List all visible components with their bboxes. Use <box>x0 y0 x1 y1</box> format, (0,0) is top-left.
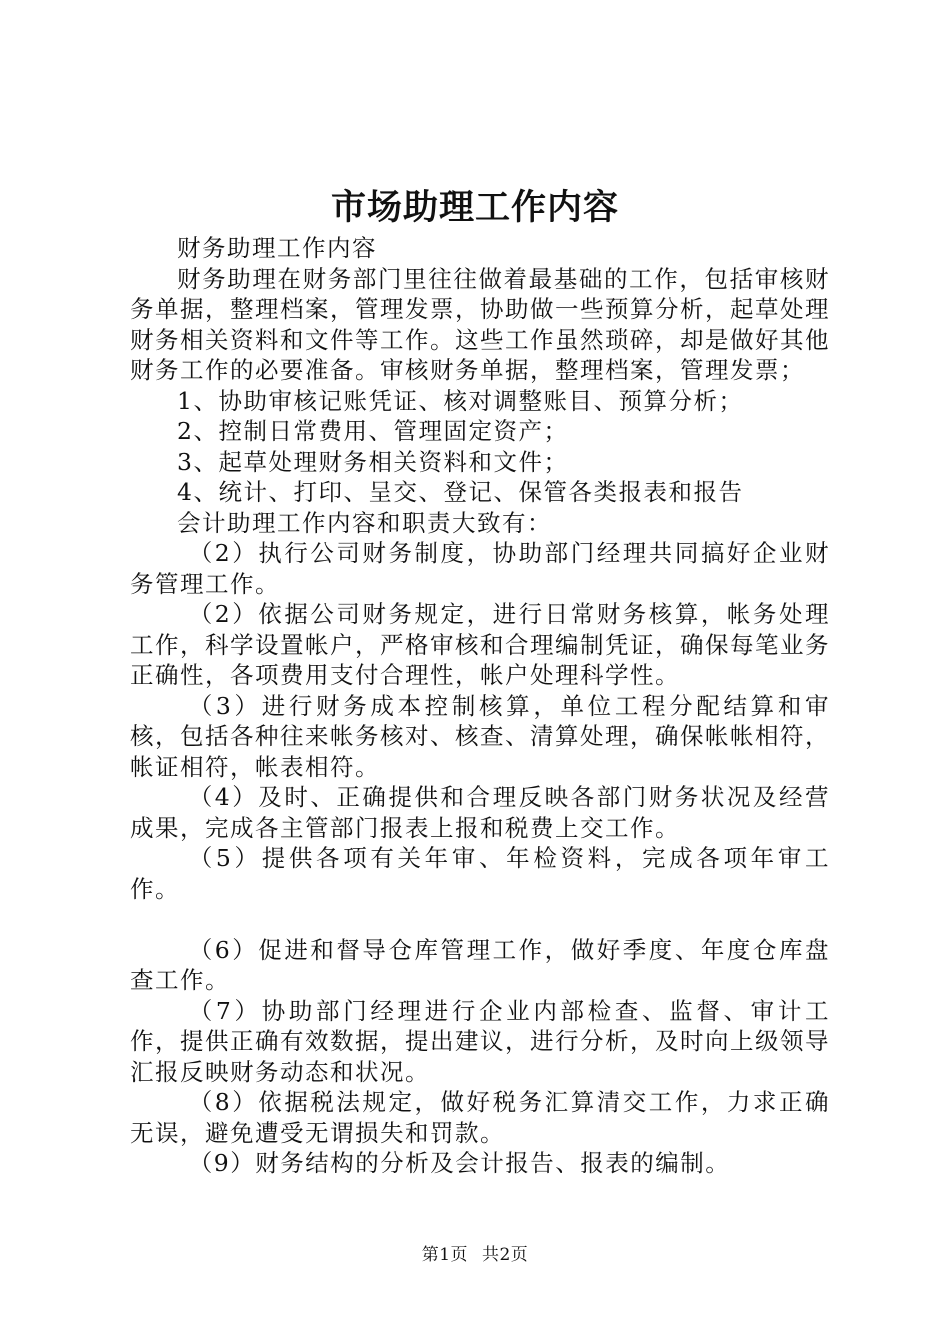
duty-item: （2）依据公司财务规定，进行日常财务核算，帐务处理工作，科学设置帐户，严格审核和合理编制凭证，确保每笔业务正确性，各项费用支付合理性，帐户处理科学性。 <box>130 600 830 689</box>
duty-item: （9）财务结构的分析及会计报告、报表的编制。 <box>188 1149 731 1177</box>
list-item-4: 4、统计、打印、呈交、登记、保管各类报表和报告 <box>177 478 744 506</box>
page-footer <box>0 1243 950 1267</box>
paragraph-heading: 财务助理工作内容 <box>177 234 377 262</box>
list-item-3: 3、起草处理财务相关资料和文件； <box>177 447 569 476</box>
duty-item: （7）协助部门经理进行企业内部检查、监督、审计工作，提供正确有效数据，提出建议，进行分析，及时向上级领导汇报反映财务动态和状况。 <box>130 996 830 1086</box>
duty-item: （6）促进和督导仓库管理工作，做好季度、年度仓库盘查工作。 <box>130 935 830 994</box>
page-number: 第1页 <box>421 1245 469 1265</box>
document-title: 市场助理工作内容 <box>330 187 619 228</box>
paragraph-duties-heading: 会计助理工作内容和职责大致有： <box>177 508 552 537</box>
list-item-2: 2、控制日常费用、管理固定资产； <box>177 417 569 445</box>
list-item-1: 1、协助审核记账凭证、核对调整账目、预算分析； <box>177 386 744 415</box>
duty-item: （2）执行公司财务制度，协助部门经理共同搞好企业财务管理工作。 <box>130 539 830 598</box>
duty-item: （4）及时、正确提供和合理反映各部门财务状况及经营成果，完成各主管部门报表上报和税费上交工作。 <box>130 783 830 842</box>
page-total: 共2页 <box>481 1245 529 1265</box>
document-body <box>130 233 830 1179</box>
paragraph-intro: 财务助理在财务部门里往往做着最基础的工作，包括审核财务单据，整理档案，管理发票，协助做一些预算分析，起草处理财务相关资料和文件等工作。这些工作虽然琐碎，却是做好其他财务工作的必要准备。审核财务单据，整理档案，管理发票； <box>130 264 830 384</box>
duty-item: （3）进行财务成本控制核算，单位工程分配结算和审核，包括各种往来帐务核对、核查、清算处理，确保帐帐相符，帐证相符，帐表相符。 <box>130 691 830 781</box>
duty-item: （8）依据税法规定，做好税务汇算清交工作，力求正确无误，避免遭受无谓损失和罚款。 <box>130 1088 830 1147</box>
duty-item: （5）提供各项有关年审、年检资料，完成各项年审工作。 <box>130 844 830 903</box>
